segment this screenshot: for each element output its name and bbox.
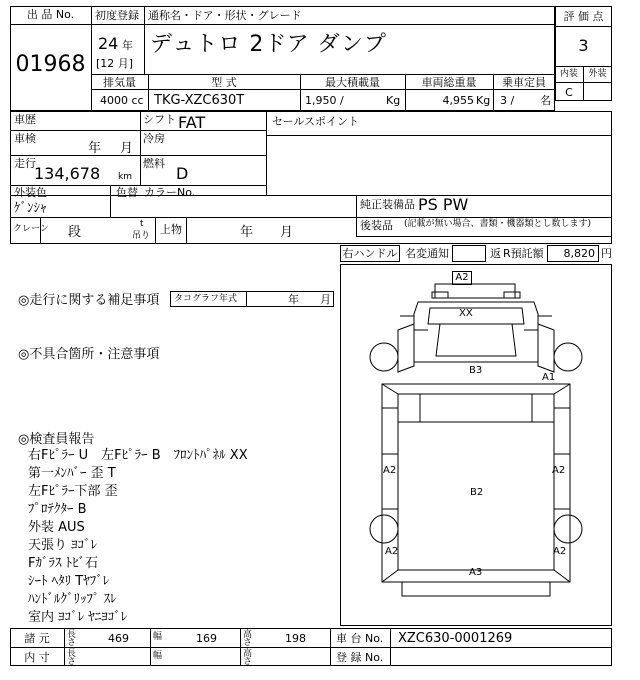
length-value: 469 bbox=[108, 632, 129, 645]
equipment-value: PS PW bbox=[418, 195, 469, 214]
aftermarket-label: 後装品 bbox=[360, 219, 393, 232]
inspection-label: 車検 bbox=[14, 132, 36, 145]
mileage-label: 走行 bbox=[14, 157, 36, 170]
return-label: 返 bbox=[490, 247, 501, 260]
capacity-value: 3 / bbox=[500, 94, 515, 107]
inspection-year-unit: 年 bbox=[88, 141, 102, 156]
crane-label: クレーン bbox=[13, 224, 49, 234]
left-door bbox=[398, 324, 414, 372]
defects-label: ◎不具合箇所・注意事項 bbox=[18, 347, 160, 362]
right-door bbox=[538, 324, 554, 372]
grade-value: 3 bbox=[578, 36, 589, 55]
report-line: 右Fﾋﾟﾗｰ U 左Fﾋﾟﾗｰ B ﾌﾛﾝﾄﾊﾟﾈﾙ XX bbox=[28, 448, 248, 463]
width-label: 幅 bbox=[153, 632, 163, 642]
gross-weight-label: 車両総重量 bbox=[421, 76, 477, 89]
cabin-length-label: 長さ bbox=[67, 649, 77, 667]
mileage-unit: km bbox=[118, 172, 132, 182]
damage-mark: A1 bbox=[542, 372, 556, 383]
fuel-label: 燃料 bbox=[143, 157, 165, 170]
height-value: 198 bbox=[285, 632, 306, 645]
chassis-label: 車 台 No. bbox=[336, 632, 384, 645]
reg-no-label: 登 録 No. bbox=[336, 651, 384, 664]
cab-outline bbox=[414, 302, 538, 362]
ext-color-value: ｹﾞﾝｼｬ bbox=[14, 201, 47, 216]
name-change-box bbox=[452, 245, 486, 262]
exterior-label: 外装 bbox=[588, 69, 607, 79]
gross-weight-value: 4,955 bbox=[442, 94, 474, 107]
length-label: 長さ bbox=[67, 630, 77, 648]
name-change-label: 名変通知 bbox=[405, 247, 449, 260]
rear-gate bbox=[402, 582, 550, 596]
damage-mark: A3 bbox=[469, 567, 483, 578]
max-load-label: 最大積載量 bbox=[325, 76, 380, 89]
damage-mark: B3 bbox=[469, 365, 483, 376]
model-value: TKG-XZC630T bbox=[154, 93, 245, 108]
name-label: 通称名・ドア・形状・グレード bbox=[148, 9, 302, 22]
color-change-label: 色替 bbox=[116, 186, 138, 199]
front-right-wheel bbox=[554, 343, 582, 371]
height-label: 高さ bbox=[243, 630, 253, 648]
first-reg-label: 初度登録 bbox=[95, 9, 139, 22]
rear-right-wheel bbox=[554, 515, 582, 543]
interior-grade: C bbox=[565, 86, 573, 99]
rear-left-wheel bbox=[370, 515, 398, 543]
gross-weight-unit: Kg bbox=[476, 94, 491, 107]
report-line: Fｶﾞﾗｽ ﾄﾋﾞ石 bbox=[28, 556, 99, 571]
tacho-month-unit: 月 bbox=[320, 293, 331, 306]
damage-mark: B2 bbox=[470, 487, 484, 498]
report-line: ｼｰﾄ ﾍﾀﾘ Tﾔﾌﾞﾚ bbox=[28, 574, 110, 589]
reg-year: 24 bbox=[98, 34, 119, 53]
history-label: 車歴 bbox=[14, 113, 36, 126]
max-load-value: 1,950 / bbox=[305, 94, 344, 107]
cabin-width-label: 幅 bbox=[153, 651, 163, 661]
report-line: ﾊﾝﾄﾞﾙｸﾞﾘｯﾌﾟ ｽﾚ bbox=[28, 592, 117, 607]
front-bumper bbox=[435, 284, 515, 298]
damage-mark: A2 bbox=[552, 465, 566, 476]
damage-mark: A2 bbox=[383, 465, 397, 476]
aftermarket-note: (記載が無い場合、書類・機器類とし数します) bbox=[404, 219, 592, 229]
front-left-wheel bbox=[370, 343, 398, 371]
lot-number: 01968 bbox=[15, 52, 86, 77]
width-value: 169 bbox=[196, 632, 217, 645]
crane-lift-unit: 吊り bbox=[132, 231, 151, 241]
car-name: デュトロ 2ドア ダンプ bbox=[150, 32, 387, 57]
cabin-height-label: 高さ bbox=[243, 649, 253, 667]
recycle-label: R預託額 bbox=[503, 247, 544, 260]
report-line: ﾌﾟﾛﾃｸﾀｰ B bbox=[28, 502, 87, 517]
interior-label: 内装 bbox=[559, 69, 578, 79]
upper-label: 上物 bbox=[160, 223, 182, 236]
report-line: 天張り ﾖｺﾞﾚ bbox=[28, 538, 98, 553]
ac-label: 冷房 bbox=[143, 132, 165, 145]
dims-label: 諸 元 bbox=[24, 632, 50, 645]
report-line: 左Fﾋﾟﾗｰ下部 歪 bbox=[28, 484, 118, 499]
rhd-label: 右ハンドル bbox=[342, 247, 398, 260]
lot-label: 出 品 No. bbox=[26, 8, 75, 21]
damage-mark: A2 bbox=[385, 546, 399, 557]
damage-mark: A2 bbox=[553, 546, 567, 557]
report-label: ◎検査員報告 bbox=[18, 432, 95, 447]
crane-t-unit: t bbox=[140, 219, 144, 229]
cabin-label: 内 寸 bbox=[24, 651, 50, 664]
grade-label: 評 価 点 bbox=[563, 10, 604, 23]
upper-month-unit: 月 bbox=[280, 225, 294, 240]
report-line: 外装 AUS bbox=[28, 520, 85, 535]
driving-notes-label: ◎走行に関する補足事項 bbox=[18, 293, 160, 308]
dump-bed bbox=[382, 384, 570, 582]
report-line: 室内 ﾖｺﾞﾚ ﾔﾆﾖｺﾞﾚ bbox=[28, 610, 128, 625]
tacho-year-unit: 年 bbox=[288, 293, 299, 306]
shift-value: FAT bbox=[178, 113, 206, 132]
fuel-value: D bbox=[176, 164, 189, 183]
ext-color-label: 外装色 bbox=[14, 186, 47, 199]
recycle-value: 8,820 bbox=[563, 247, 595, 260]
crane-stage-unit: 段 bbox=[68, 225, 82, 240]
inspection-month-unit: 月 bbox=[120, 141, 134, 156]
reg-month: [12 月] bbox=[96, 57, 134, 70]
upper-year-unit: 年 bbox=[240, 225, 254, 240]
cab-roof bbox=[436, 324, 516, 356]
color-no-label: カラーNo. bbox=[144, 186, 196, 199]
equipment-label: 純正装備品 bbox=[360, 198, 415, 211]
displacement-value: 4000 cc bbox=[100, 94, 144, 107]
max-load-unit: Kg bbox=[386, 94, 401, 107]
capacity-label: 乗車定員 bbox=[502, 76, 546, 89]
capacity-unit: 名 bbox=[540, 94, 551, 107]
shift-label: シフト bbox=[143, 113, 176, 126]
displacement-label: 排気量 bbox=[103, 76, 136, 89]
recycle-unit: 円 bbox=[601, 247, 612, 260]
chassis-value: XZC630-0001269 bbox=[398, 631, 513, 646]
windshield bbox=[428, 308, 524, 324]
model-label: 型 式 bbox=[211, 76, 237, 89]
damage-mark: XX bbox=[459, 308, 473, 319]
sales-point-label: セールスポイント bbox=[272, 115, 360, 128]
mileage-value: 134,678 bbox=[34, 164, 101, 183]
damage-mark: A2 bbox=[455, 272, 469, 283]
reg-year-unit: 年 bbox=[122, 39, 133, 52]
tacho-label: タコグラフ年式 bbox=[174, 294, 238, 304]
report-line: 第一ﾒﾝﾊﾞｰ 歪 T bbox=[28, 466, 116, 481]
